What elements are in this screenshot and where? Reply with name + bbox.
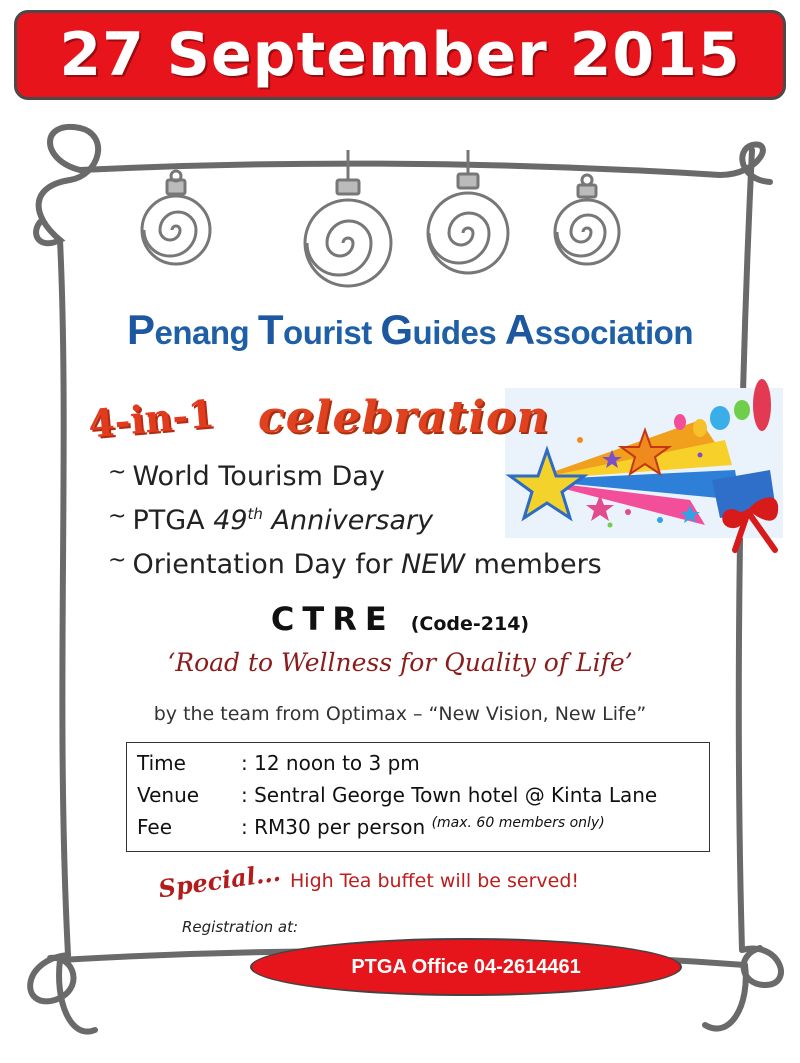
office-phone: PTGA Office 04-2614461 <box>351 955 581 978</box>
venue-row: Venue : Sentral George Town hotel @ Kinta Lane <box>137 783 658 807</box>
list-item: ~ PTGA 49th Anniversary <box>108 504 434 536</box>
program-title: ‘Road to Wellness for Quality of Life’ <box>167 648 633 677</box>
high-tea-text: High Tea buffet will be served! <box>290 870 580 892</box>
program-byline: by the team from Optimax – “New Vision, New Life” <box>153 703 647 725</box>
registration-label: Registration at: <box>182 918 299 936</box>
ornament-icon <box>142 150 619 286</box>
special-label: Special... <box>156 857 283 904</box>
event-date: 27 September 2015 <box>59 20 741 90</box>
program-heading <box>0 600 800 638</box>
program-code: (Code-214) <box>410 613 530 635</box>
association-name: Penang Tourist Guides Association <box>127 306 693 353</box>
four-in-one-label: 4-in-1 <box>86 390 217 447</box>
fee-row: Fee : RM30 per person (max. 60 members only) <box>137 815 605 839</box>
celebration-label: celebration <box>258 392 550 443</box>
office-contact <box>250 938 682 996</box>
details-box <box>126 742 710 852</box>
event-list <box>108 460 602 592</box>
time-row: Time : 12 noon to 3 pm <box>137 751 420 775</box>
list-item: ~ Orientation Day for NEW members <box>108 548 602 580</box>
program-name: CTRE <box>270 600 395 638</box>
list-item: ~ World Tourism Day <box>108 460 385 492</box>
